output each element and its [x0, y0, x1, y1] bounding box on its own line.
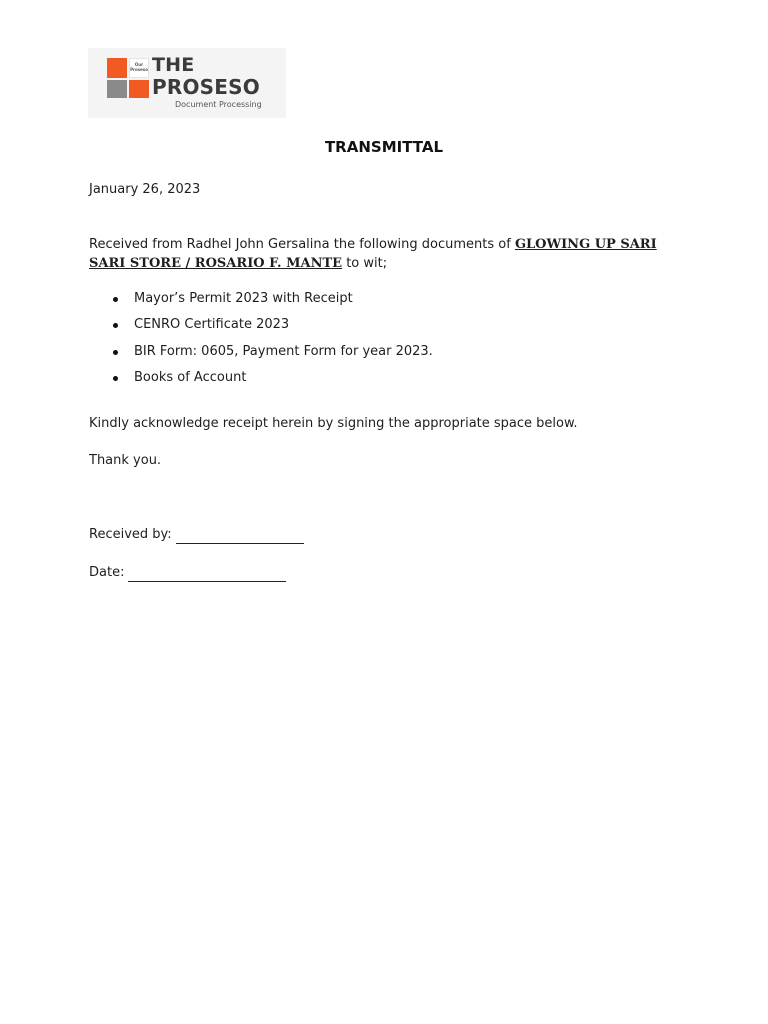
received-by-signature-blank	[176, 529, 304, 544]
list-item-label: BIR Form: 0605, Payment Form for year 2023.	[134, 343, 433, 359]
documents-list	[89, 289, 433, 394]
thanks-text: Thank you.	[89, 453, 162, 468]
date-label: Date:	[89, 565, 125, 580]
document-date: January 26, 2023	[89, 182, 201, 197]
list-item	[89, 342, 433, 368]
received-prefix: Received from Radhel John Gersalina the following documents of	[89, 237, 511, 252]
received-by-label: Received by:	[89, 527, 172, 542]
list-item-label: Mayor’s Permit 2023 with Receipt	[134, 291, 353, 306]
list-item	[89, 315, 433, 341]
logo-text-proseso: PROSESO	[152, 75, 260, 99]
received-suffix: to wit;	[346, 256, 388, 271]
logo-square-orange	[107, 58, 127, 78]
bullet-icon	[113, 376, 118, 381]
bullet-icon	[113, 323, 118, 328]
list-item-label: CENRO Certificate 2023	[134, 317, 290, 333]
logo-subtitle: Document Processing	[175, 100, 262, 109]
list-item-label: Books of Account	[134, 369, 247, 385]
logo-text-the: THE	[152, 54, 195, 76]
received-entity: GLOWING UP SARI SARI STORE / ROSARIO F. MANTE	[89, 237, 657, 271]
received-paragraph	[89, 235, 679, 273]
document-title: TRANSMITTAL	[324, 138, 444, 156]
logo-tiny-text: Our Proseso	[130, 62, 148, 72]
logo-square-orange-2	[129, 80, 149, 98]
received-by-line	[89, 525, 304, 544]
list-item	[89, 368, 433, 394]
bullet-icon	[113, 350, 118, 355]
company-logo	[88, 48, 286, 118]
date-line	[89, 563, 286, 582]
bullet-icon	[113, 297, 118, 302]
acknowledge-text: Kindly acknowledge receipt herein by signing the appropriate space below.	[89, 416, 578, 431]
date-signature-blank	[128, 567, 286, 582]
list-item	[89, 289, 433, 315]
logo-square-gray	[107, 80, 127, 98]
